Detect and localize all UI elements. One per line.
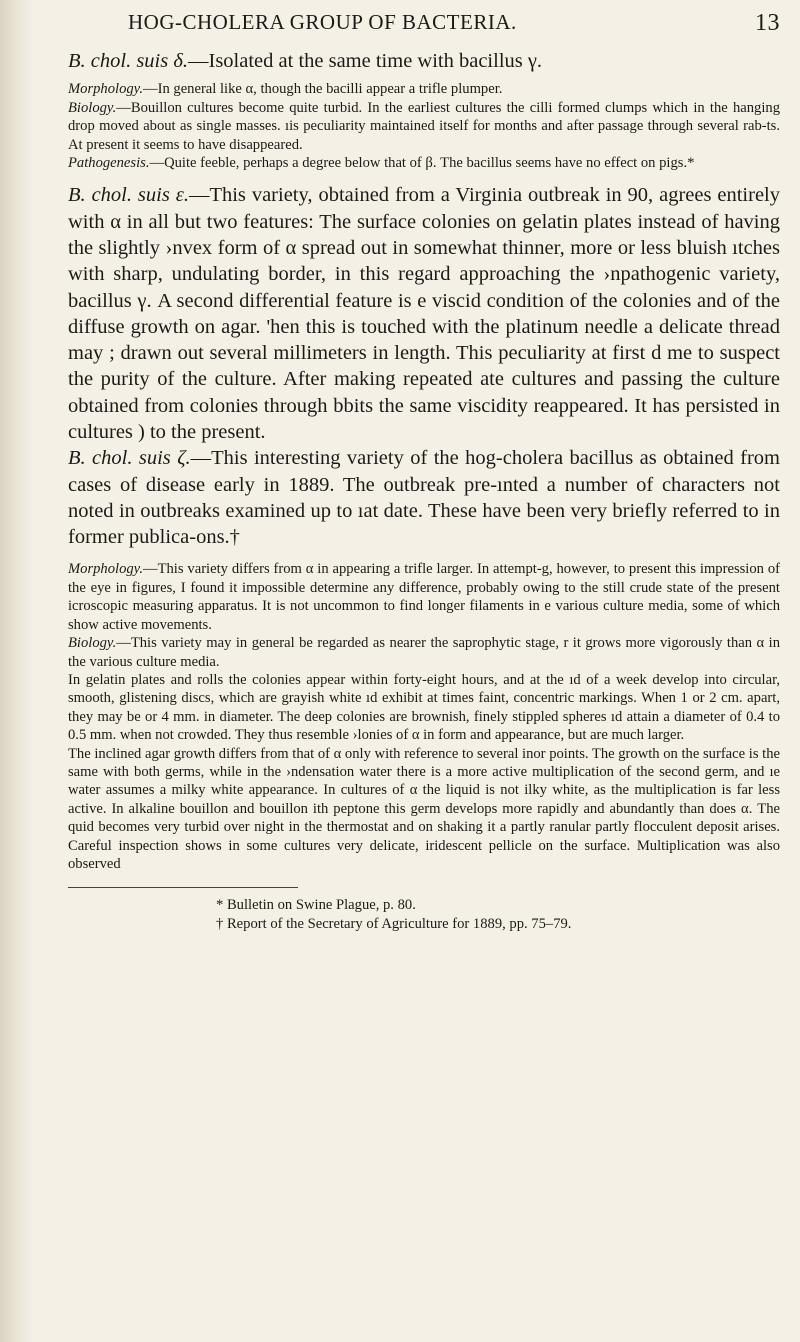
delta-heading: B. chol. suis δ. (68, 50, 188, 72)
zeta-agar-paragraph: The inclined agar growth differs from that of α only with reference to several inor points. The growth on the surface is the same with both germs, while in the ›ndensation water there is a more active multiplication of the second germ, and ıe water assumes a milky white appearance. In cultures of α the liquid is not ilky white, as the multiplication is far less active. In alkaline bouillon and bouillon ith peptone this germ develops more rapidly and abundantly than does α. The quid becomes very turbid over night in the thermostat and on shaking it a partly ranular partly flocculent deposit arises. Careful inspection shows in some cultures very delicate, iridescent pellicle on the surface. Multiplication was also observed (68, 745, 780, 872)
book-page (68, 0, 780, 934)
zeta-paragraph (68, 445, 780, 550)
page-number: 13 (755, 10, 780, 36)
delta-pathogenesis-text: —Quite feeble, perhaps a degree below that of β. The bacillus seems have no effect on pigs.* (149, 154, 695, 171)
footnote-2: † Report of the Secretary of Agriculture for 1889, pp. 75–79. (216, 916, 572, 933)
footnote-rule (68, 887, 298, 888)
epsilon-heading: B. chol. suis ε. (68, 184, 189, 207)
delta-biology-text: —Bouillon cultures become quite turbid. In the earliest cultures the cilli formed clumps which in the hanging drop moved about as single masses. ıis peculiarity maintained itself for months and after passage through several rab-ts. At present it seems to have disappeared. (68, 99, 780, 153)
zeta-morphology-label: Morphology. (68, 561, 143, 578)
delta-morphology-text: —In general like α, though the bacilli appear a trifle plumper. (143, 81, 503, 98)
running-head: HOG-CHOLERA GROUP OF BACTERIA. (128, 10, 517, 34)
zeta-heading: B. chol. suis ζ. (68, 447, 191, 470)
epsilon-paragraph (68, 182, 780, 445)
delta-pathogenesis (68, 154, 780, 172)
zeta-biology (68, 634, 780, 671)
zeta-gelatin-paragraph: In gelatin plates and rolls the colonies appear within forty-eight hours, and at the ıd of a week develop into circular, smooth, glistening discs, which are grayish white ıd exhibit at times faint, concentric markings. When 1 or 2 cm. apart, they may be or 4 mm. in diameter. The deep colonies are brownish, finely stippled spheres ıd attain a diameter of 0.4 to 0.5 mm. when not crowded. They thus resemble ›lonies of α in form and appearance, but are much larger. (68, 671, 780, 744)
delta-morphology-label: Morphology. (68, 81, 143, 98)
delta-pathogenesis-label: Pathogenesis. (68, 154, 150, 171)
delta-heading-paragraph (68, 48, 780, 74)
book-binding-shadow (0, 0, 34, 1342)
footnote-1: * Bulletin on Swine Plague, p. 80. (216, 897, 416, 914)
delta-morphology (68, 80, 780, 98)
epsilon-text: —This variety, obtained from a Virginia outbreak in 90, agrees entirely with α in all but two features: The surface colonies on gelatin plates instead of having the slightly ›nvex form of α spread out in somewhat thinner, more or less bluish ıtches with sharp, undulating border, in this regard approaching the ›npathogenic variety, bacillus γ. A second differential feature is e viscid condition of the colonies and of the diffuse growth on agar. 'hen this is touched with the platinum needle a delicate thread may ; drawn out several millimeters in length. This peculiarity at first d me to suspect the purity of the culture. After making repeated ate cultures and passing the culture obtained from colonies through bbits the same viscidity reappeared. It has persisted in cultures ) to the present. (68, 184, 780, 443)
delta-biology (68, 99, 780, 154)
zeta-text: —This interesting variety of the hog-cholera bacillus as obtained from cases of disease early in 1889. The outbreak pre-ınted a number of characters not noted in outbreaks examined up to ıat date. These have been very briefly referred to in former publica-ons.† (68, 447, 780, 549)
zeta-morphology (68, 560, 780, 634)
zeta-biology-text: —This variety may in general be regarded as nearer the saprophytic stage, r it grows more vigorously than α in the various culture media. (68, 635, 780, 670)
delta-biology-label: Biology. (68, 99, 117, 116)
delta-intro: —Isolated at the same time with bacillus γ. (188, 50, 543, 72)
page-header (68, 8, 780, 48)
zeta-biology-label: Biology. (68, 635, 117, 652)
zeta-morphology-text: —This variety differs from α in appearing a trifle larger. In attempt-g, however, to present this impression of the eye in figures, I found it impossible determine any difference, probably owing to the still crude state of the present icroscopic measuring apparatus. It is not uncommon to find longer filaments in e various culture media, some of which show active movements. (68, 561, 780, 633)
